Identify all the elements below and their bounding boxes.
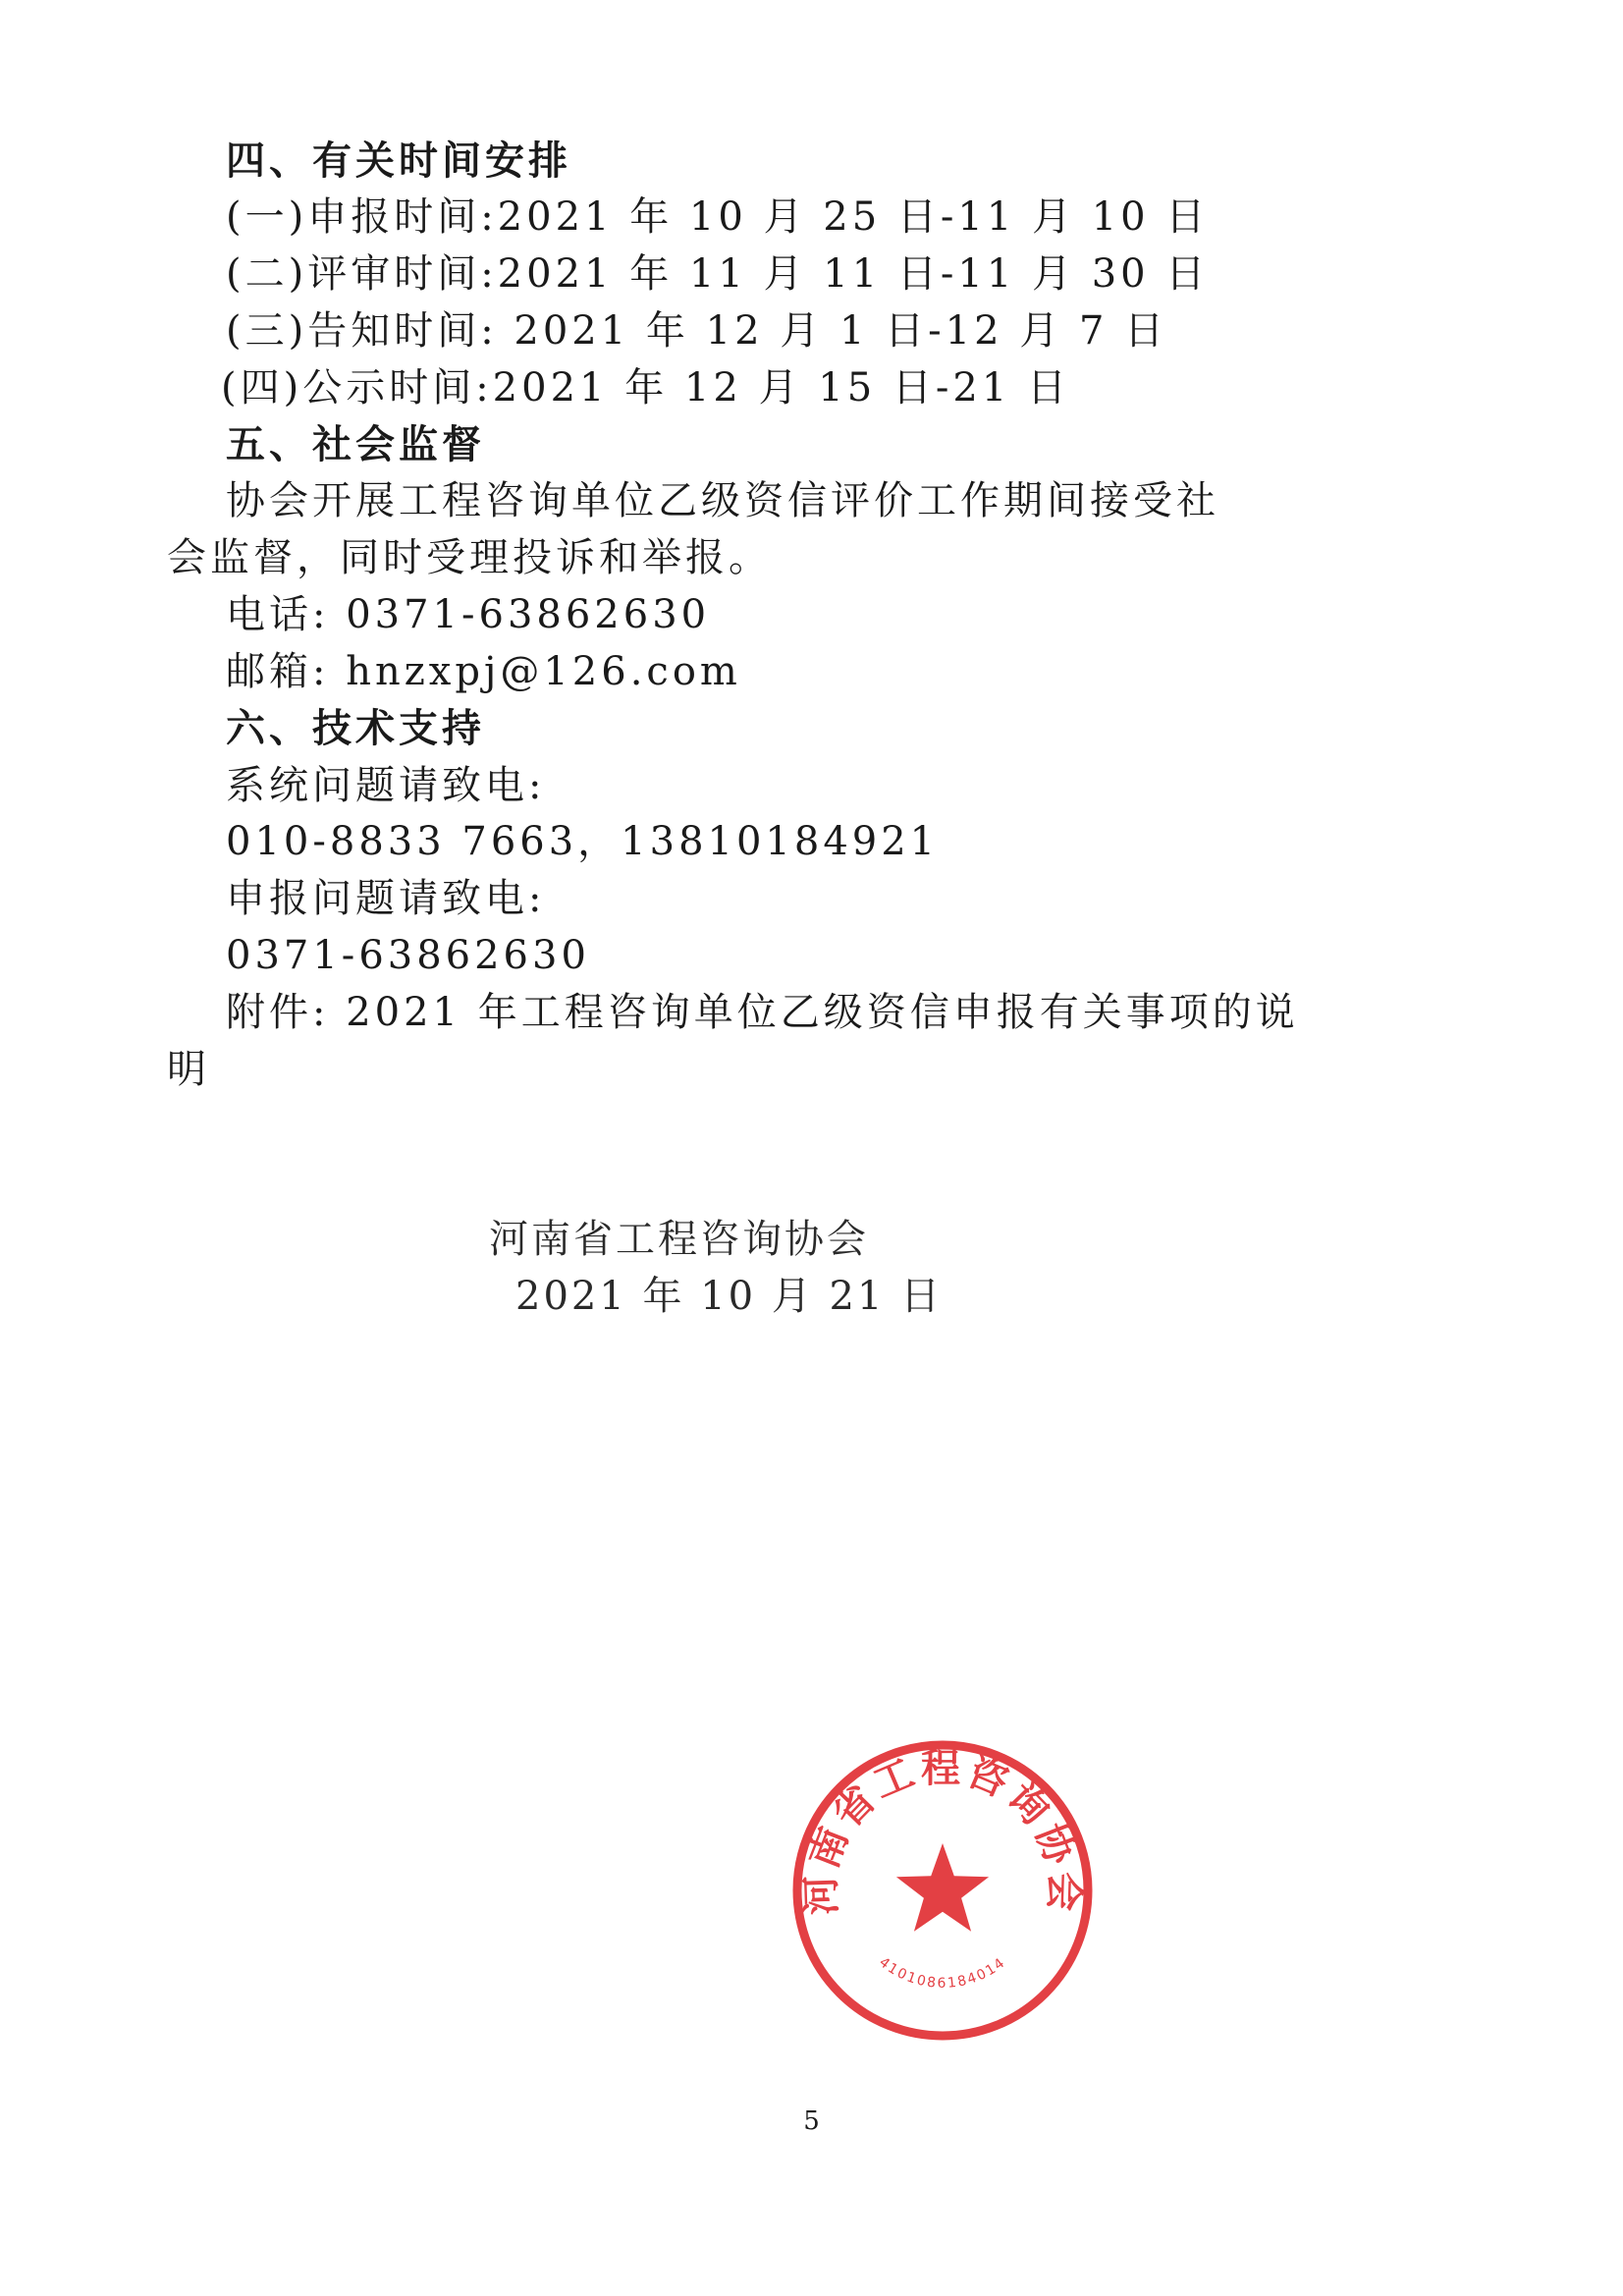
system-support-label: 系统问题请致电: xyxy=(226,763,546,808)
schedule-item-3: (三)告知时间: 2021 年 12 月 1 日-12 月 7 日 xyxy=(226,308,1168,354)
supervision-paragraph-line-1: 协会开展工程咨询单位乙级资信评价工作期间接受社 xyxy=(226,478,1219,523)
system-support-phones: 010-8833 7663，13810184921 xyxy=(226,819,940,864)
attachment-line-2: 明 xyxy=(167,1047,210,1092)
schedule-item-1: (一)申报时间:2021 年 10 月 25 日-11 月 10 日 xyxy=(226,194,1210,240)
seal-arc-text: 河南省工程咨询协会 xyxy=(798,1746,1087,1916)
seal-number: 4101086184014 xyxy=(876,1954,1009,1992)
schedule-item-2: (二)评审时间:2021 年 11 月 11 日-11 月 30 日 xyxy=(226,251,1210,297)
attachment-line-1: 附件: 2021 年工程咨询单位乙级资信申报有关事项的说 xyxy=(226,990,1299,1035)
schedule-item-4: (四)公示时间:2021 年 12 月 15 日-21 日 xyxy=(221,365,1070,410)
section-5-heading: 五、社会监督 xyxy=(226,422,485,467)
seal-star-icon xyxy=(896,1843,989,1932)
section-4-heading: 四、有关时间安排 xyxy=(226,138,571,184)
signature-organization: 河南省工程咨询协会 xyxy=(489,1217,869,1262)
supervision-phone: 电话: 0371-63862630 xyxy=(226,592,711,637)
signature-date: 2021 年 10 月 21 日 xyxy=(515,1274,944,1319)
svg-text:4101086184014 xyxy=(876,1954,1009,1992)
section-6-heading: 六、技术支持 xyxy=(226,706,485,751)
page-number: 5 xyxy=(803,2106,820,2136)
application-support-phone: 0371-63862630 xyxy=(226,933,590,978)
supervision-email: 邮箱: hnzxpj@126.com xyxy=(226,649,741,694)
application-support-label: 申报问题请致电: xyxy=(226,876,546,921)
official-seal-stamp xyxy=(785,1733,1100,2048)
supervision-paragraph-line-2: 会监督，同时受理投诉和举报。 xyxy=(167,535,772,580)
